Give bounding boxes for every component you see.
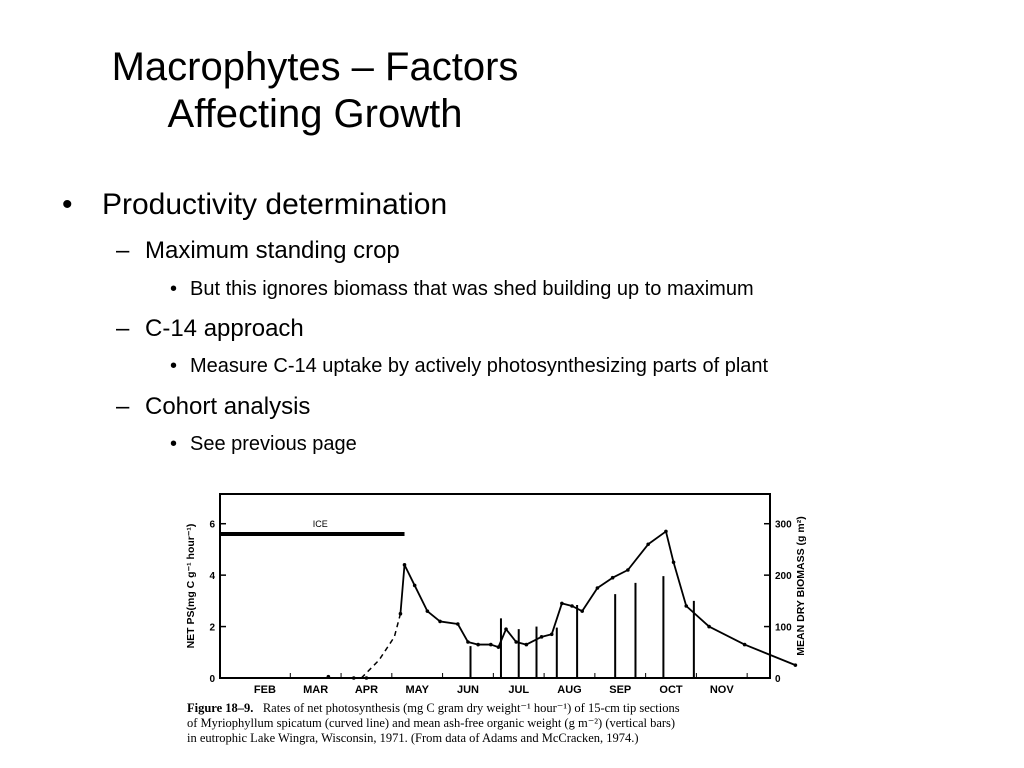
caption-line-1 [187, 701, 827, 716]
right-tick-label: 0 [775, 674, 781, 685]
net-ps-point [514, 640, 518, 644]
net-ps-point [438, 620, 442, 624]
net-ps-point [684, 604, 688, 608]
net-ps-point [672, 560, 676, 564]
net-ps-point [646, 542, 650, 546]
left-tick-label: 2 [209, 622, 215, 634]
net-ps-point [540, 635, 544, 639]
month-label: SEP [609, 684, 632, 696]
net-ps-point [626, 568, 630, 572]
month-label: MAY [405, 684, 429, 696]
month-label: NOV [709, 684, 734, 696]
caption-line-3: in eutrophic Lake Wingra, Wisconsin, 1971. (From data of Adams and McCracken, 1974.) [187, 731, 639, 745]
slide-title [40, 44, 590, 138]
net-ps-point [707, 625, 711, 629]
plot-frame [220, 494, 770, 678]
net-ps-point [426, 609, 430, 613]
net-ps-point [550, 632, 554, 636]
bullet-text: But this ignores biomass that was shed building up to maximum [190, 278, 754, 300]
month-label: JUL [508, 684, 530, 696]
bullet-marker: • [170, 278, 178, 300]
net-ps-point [743, 643, 747, 647]
ice-label: ICE [312, 519, 328, 529]
left-tick-label: 0 [209, 674, 215, 685]
net-ps-point [497, 645, 501, 649]
net-ps-point [399, 612, 403, 616]
net-ps-point [489, 643, 493, 647]
bullet-text: Measure C-14 uptake by actively photosynthesizing parts of plant [190, 355, 769, 377]
month-label: APR [354, 684, 379, 696]
month-label: MAR [303, 684, 329, 696]
right-tick-label: 100 [775, 622, 792, 634]
net-ps-point [403, 563, 407, 567]
right-tick-label: 300 [775, 519, 792, 531]
bullet-text: See previous page [190, 433, 357, 455]
bullet-marker: • [170, 355, 178, 377]
bullet-marker: • [62, 188, 73, 221]
title-line-2: Affecting Growth [167, 92, 463, 136]
right-tick-label: 200 [775, 571, 792, 583]
net-ps-point [525, 643, 529, 647]
winter-point [365, 676, 369, 680]
net-ps-point [596, 586, 600, 590]
net-ps-line [400, 531, 795, 665]
caption-line-2: of Myriophyllum spicatum (curved line) and mean ash-free organic weight (g m⁻²) (vertical bars) [187, 716, 676, 730]
left-tick-label: 4 [209, 571, 215, 583]
month-label: OCT [659, 684, 683, 696]
bullet-text: C-14 approach [145, 315, 304, 342]
month-label: AUG [557, 684, 582, 696]
caption-label: Figure 18–9. [187, 701, 254, 715]
net-ps-point [560, 602, 564, 606]
dash-marker: – [116, 393, 130, 420]
net-ps-point [504, 627, 508, 631]
title-line-1: Macrophytes – Factors [111, 45, 519, 89]
net-ps-point [413, 584, 417, 588]
net-ps-point [794, 663, 798, 667]
net-ps-point [456, 622, 460, 626]
bullet-text: Maximum standing crop [145, 237, 400, 264]
figure-caption [187, 701, 827, 746]
bullet-text: Productivity determination [102, 188, 448, 221]
net-ps-biomass-chart [180, 488, 830, 703]
net-ps-point [664, 530, 668, 534]
net-ps-point [476, 643, 480, 647]
winter-point [327, 675, 331, 679]
winter-point [352, 676, 356, 680]
net-ps-dashed-line [361, 614, 400, 678]
dash-marker: – [116, 237, 130, 264]
left-axis-title: NET PS(mg C g⁻¹ hour⁻¹) [185, 523, 197, 649]
left-tick-label: 6 [209, 519, 215, 531]
bullet-text: Cohort analysis [145, 393, 311, 420]
right-axis-title: MEAN DRY BIOMASS (g m²) [795, 516, 807, 656]
net-ps-point [466, 640, 470, 644]
net-ps-point [570, 604, 574, 608]
dash-marker: – [116, 315, 130, 342]
net-ps-point [580, 609, 584, 613]
bullet-marker: • [170, 433, 178, 455]
net-ps-point [611, 576, 615, 580]
month-label: JUN [456, 684, 479, 696]
caption-text-1: Rates of net photosynthesis (mg C gram dry weight⁻¹ hour⁻¹) of 15-cm tip sections [262, 701, 680, 715]
month-label: FEB [253, 684, 276, 696]
